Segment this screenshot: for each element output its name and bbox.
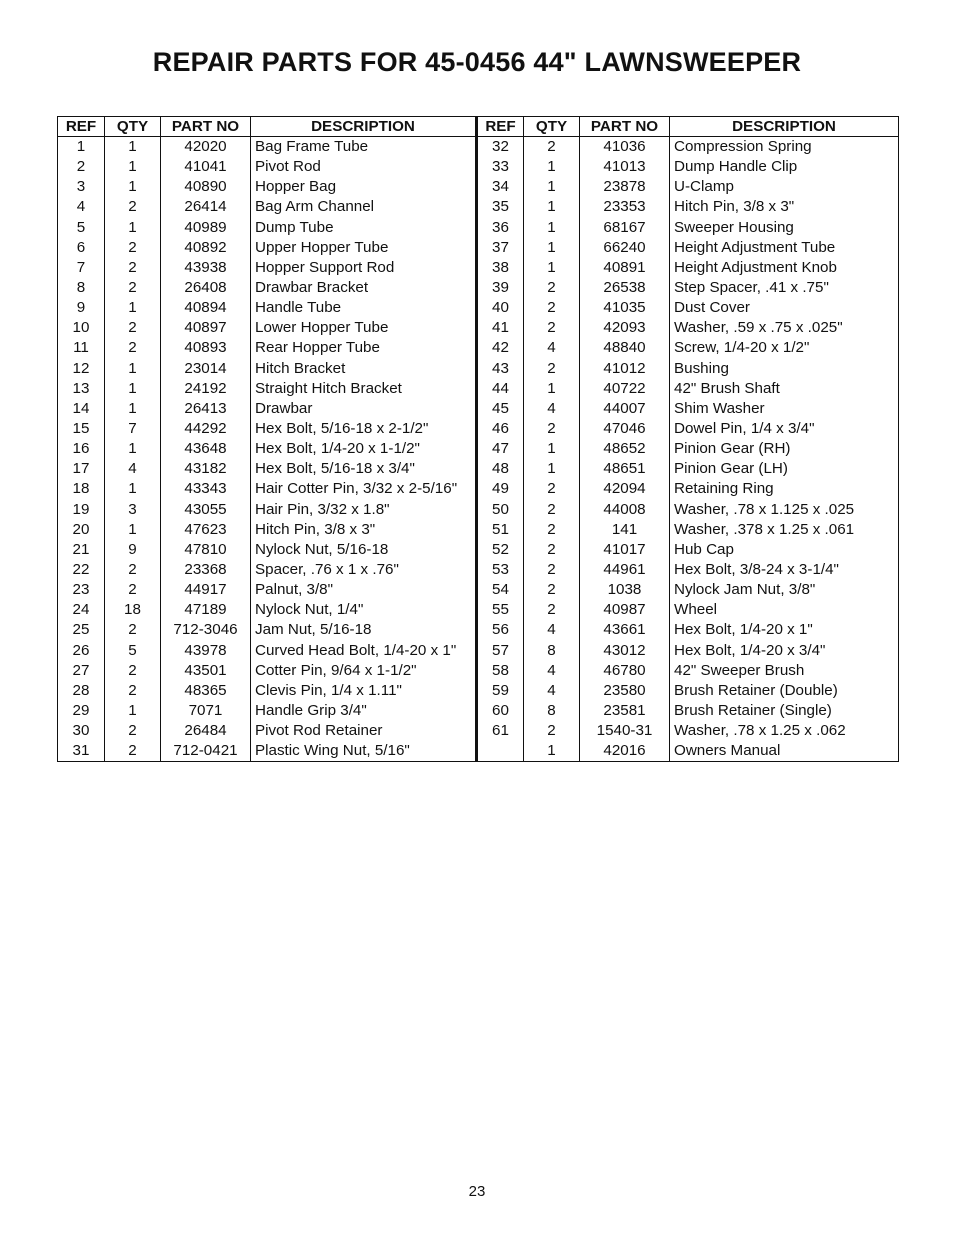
page-title: REPAIR PARTS FOR 45-0456 44" LAWNSWEEPER xyxy=(152,47,802,77)
part-no-cell: 43055 xyxy=(161,500,251,520)
qty-cell: 1 xyxy=(524,197,580,217)
description-cell: Dump Tube xyxy=(251,218,477,238)
table-row xyxy=(58,137,899,158)
part-no-cell: 40894 xyxy=(161,298,251,318)
qty-cell: 2 xyxy=(524,560,580,580)
table-row xyxy=(58,540,899,560)
description-cell: Pivot Rod Retainer xyxy=(251,721,477,741)
description-cell: Brush Retainer (Single) xyxy=(670,701,899,721)
qty-cell: 2 xyxy=(105,278,161,298)
description-cell: Retaining Ring xyxy=(670,479,899,499)
description-cell: Washer, .378 x 1.25 x .061 xyxy=(670,520,899,540)
ref-cell: 28 xyxy=(58,681,105,701)
ref-cell: 29 xyxy=(58,701,105,721)
ref-cell: 31 xyxy=(58,741,105,762)
description-cell: Hex Bolt, 3/8-24 x 3-1/4" xyxy=(670,560,899,580)
part-no-cell: 40893 xyxy=(161,338,251,358)
ref-cell: 26 xyxy=(58,641,105,661)
qty-cell: 1 xyxy=(105,479,161,499)
qty-cell: 2 xyxy=(105,721,161,741)
part-no-cell: 40722 xyxy=(580,379,670,399)
part-no-cell: 44917 xyxy=(161,580,251,600)
qty-cell: 2 xyxy=(105,197,161,217)
part-no-cell: 141 xyxy=(580,520,670,540)
part-no-cell: 48651 xyxy=(580,459,670,479)
ref-cell: 44 xyxy=(477,379,524,399)
qty-cell: 2 xyxy=(105,681,161,701)
ref-cell: 39 xyxy=(477,278,524,298)
table-row xyxy=(58,681,899,701)
part-no-cell: 47189 xyxy=(161,600,251,620)
ref-cell: 9 xyxy=(58,298,105,318)
qty-cell: 2 xyxy=(105,580,161,600)
description-cell: Step Spacer, .41 x .75" xyxy=(670,278,899,298)
qty-cell: 1 xyxy=(105,359,161,379)
ref-cell: 5 xyxy=(58,218,105,238)
page-number: 23 xyxy=(468,1183,486,1200)
description-cell: Wheel xyxy=(670,600,899,620)
col-header-qty: QTY xyxy=(105,117,161,137)
description-cell: Plastic Wing Nut, 5/16" xyxy=(251,741,477,762)
ref-cell: 6 xyxy=(58,238,105,258)
part-no-cell: 40989 xyxy=(161,218,251,238)
ref-cell: 59 xyxy=(477,681,524,701)
description-cell: Drawbar xyxy=(251,399,477,419)
qty-cell: 2 xyxy=(524,419,580,439)
description-cell: Nylock Nut, 5/16-18 xyxy=(251,540,477,560)
table-row xyxy=(58,701,899,721)
description-cell: Dowel Pin, 1/4 x 3/4" xyxy=(670,419,899,439)
table-row xyxy=(58,419,899,439)
qty-cell: 18 xyxy=(105,600,161,620)
part-no-cell: 41017 xyxy=(580,540,670,560)
description-cell: Dump Handle Clip xyxy=(670,157,899,177)
part-no-cell: 48840 xyxy=(580,338,670,358)
ref-cell: 32 xyxy=(477,137,524,158)
part-no-cell: 40890 xyxy=(161,177,251,197)
description-cell: Bushing xyxy=(670,359,899,379)
table-row xyxy=(58,338,899,358)
ref-cell: 46 xyxy=(477,419,524,439)
description-cell: Spacer, .76 x 1 x .76" xyxy=(251,560,477,580)
table-row xyxy=(58,197,899,217)
description-cell: Height Adjustment Tube xyxy=(670,238,899,258)
description-cell: Handle Grip 3/4" xyxy=(251,701,477,721)
part-no-cell: 66240 xyxy=(580,238,670,258)
part-no-cell: 712-3046 xyxy=(161,620,251,640)
description-cell: Handle Tube xyxy=(251,298,477,318)
part-no-cell: 48365 xyxy=(161,681,251,701)
part-no-cell: 47623 xyxy=(161,520,251,540)
description-cell: Dust Cover xyxy=(670,298,899,318)
col-header-ref: REF xyxy=(477,117,524,137)
ref-cell: 22 xyxy=(58,560,105,580)
description-cell: Clevis Pin, 1/4 x 1.11" xyxy=(251,681,477,701)
ref-cell: 38 xyxy=(477,258,524,278)
part-no-cell: 41036 xyxy=(580,137,670,158)
description-cell: 42" Brush Shaft xyxy=(670,379,899,399)
description-cell: Nylock Nut, 1/4" xyxy=(251,600,477,620)
description-cell: Hopper Support Rod xyxy=(251,258,477,278)
description-cell: Sweeper Housing xyxy=(670,218,899,238)
qty-cell: 1 xyxy=(105,399,161,419)
table-row xyxy=(58,721,899,741)
qty-cell: 2 xyxy=(524,721,580,741)
qty-cell: 2 xyxy=(524,278,580,298)
qty-cell: 4 xyxy=(524,399,580,419)
table-row xyxy=(58,580,899,600)
ref-cell: 61 xyxy=(477,721,524,741)
part-no-cell: 26413 xyxy=(161,399,251,419)
qty-cell: 2 xyxy=(524,500,580,520)
qty-cell: 1 xyxy=(524,218,580,238)
description-cell: Pinion Gear (RH) xyxy=(670,439,899,459)
part-no-cell: 23368 xyxy=(161,560,251,580)
table-row xyxy=(58,379,899,399)
ref-cell: 20 xyxy=(58,520,105,540)
ref-cell: 34 xyxy=(477,177,524,197)
qty-cell: 2 xyxy=(524,318,580,338)
ref-cell: 14 xyxy=(58,399,105,419)
ref-cell: 54 xyxy=(477,580,524,600)
part-no-cell: 1038 xyxy=(580,580,670,600)
part-no-cell: 44961 xyxy=(580,560,670,580)
table-row xyxy=(58,500,899,520)
table-row xyxy=(58,741,899,762)
part-no-cell: 26408 xyxy=(161,278,251,298)
ref-cell: 17 xyxy=(58,459,105,479)
ref-cell: 49 xyxy=(477,479,524,499)
part-no-cell: 43938 xyxy=(161,258,251,278)
ref-cell: 50 xyxy=(477,500,524,520)
description-cell: U-Clamp xyxy=(670,177,899,197)
qty-cell: 2 xyxy=(524,359,580,379)
col-header-qty: QTY xyxy=(524,117,580,137)
part-no-cell: 7071 xyxy=(161,701,251,721)
ref-cell: 33 xyxy=(477,157,524,177)
table-row xyxy=(58,661,899,681)
part-no-cell: 40897 xyxy=(161,318,251,338)
qty-cell: 1 xyxy=(524,459,580,479)
part-no-cell: 42016 xyxy=(580,741,670,762)
ref-cell: 18 xyxy=(58,479,105,499)
part-no-cell: 23353 xyxy=(580,197,670,217)
ref-cell: 11 xyxy=(58,338,105,358)
qty-cell: 1 xyxy=(105,701,161,721)
repair-parts-table xyxy=(57,116,899,762)
description-cell: Hub Cap xyxy=(670,540,899,560)
ref-cell: 48 xyxy=(477,459,524,479)
qty-cell: 1 xyxy=(105,177,161,197)
description-cell: Pivot Rod xyxy=(251,157,477,177)
table-row xyxy=(58,258,899,278)
description-cell: Washer, .78 x 1.125 x .025 xyxy=(670,500,899,520)
ref-cell: 37 xyxy=(477,238,524,258)
ref-cell: 7 xyxy=(58,258,105,278)
ref-cell: 3 xyxy=(58,177,105,197)
qty-cell: 1 xyxy=(105,439,161,459)
part-no-cell: 23580 xyxy=(580,681,670,701)
qty-cell: 2 xyxy=(524,540,580,560)
part-no-cell: 68167 xyxy=(580,218,670,238)
ref-cell: 36 xyxy=(477,218,524,238)
description-cell: Hitch Bracket xyxy=(251,359,477,379)
table-row xyxy=(58,641,899,661)
ref-cell: 45 xyxy=(477,399,524,419)
part-no-cell: 41012 xyxy=(580,359,670,379)
description-cell: Cotter Pin, 9/64 x 1-1/2" xyxy=(251,661,477,681)
part-no-cell: 42020 xyxy=(161,137,251,158)
part-no-cell: 44292 xyxy=(161,419,251,439)
ref-cell: 57 xyxy=(477,641,524,661)
part-no-cell: 43501 xyxy=(161,661,251,681)
table-row xyxy=(58,600,899,620)
description-cell: Hex Bolt, 5/16-18 x 3/4" xyxy=(251,459,477,479)
qty-cell: 2 xyxy=(105,741,161,762)
qty-cell: 2 xyxy=(524,520,580,540)
ref-cell xyxy=(477,741,524,762)
part-no-cell: 41013 xyxy=(580,157,670,177)
qty-cell: 4 xyxy=(524,681,580,701)
qty-cell: 9 xyxy=(105,540,161,560)
ref-cell: 25 xyxy=(58,620,105,640)
description-cell: Hex Bolt, 1/4-20 x 3/4" xyxy=(670,641,899,661)
qty-cell: 1 xyxy=(524,741,580,762)
description-cell: Bag Frame Tube xyxy=(251,137,477,158)
qty-cell: 2 xyxy=(524,580,580,600)
ref-cell: 41 xyxy=(477,318,524,338)
part-no-cell: 712-0421 xyxy=(161,741,251,762)
qty-cell: 4 xyxy=(524,338,580,358)
table-row xyxy=(58,399,899,419)
table-row xyxy=(58,520,899,540)
qty-cell: 2 xyxy=(105,338,161,358)
qty-cell: 2 xyxy=(524,298,580,318)
description-cell: Hex Bolt, 5/16-18 x 2-1/2" xyxy=(251,419,477,439)
qty-cell: 8 xyxy=(524,701,580,721)
qty-cell: 1 xyxy=(524,258,580,278)
description-cell: Owners Manual xyxy=(670,741,899,762)
description-cell: Screw, 1/4-20 x 1/2" xyxy=(670,338,899,358)
description-cell: Drawbar Bracket xyxy=(251,278,477,298)
part-no-cell: 41035 xyxy=(580,298,670,318)
part-no-cell: 42094 xyxy=(580,479,670,499)
part-no-cell: 43648 xyxy=(161,439,251,459)
qty-cell: 2 xyxy=(105,661,161,681)
description-cell: Rear Hopper Tube xyxy=(251,338,477,358)
qty-cell: 2 xyxy=(524,479,580,499)
qty-cell: 8 xyxy=(524,641,580,661)
description-cell: Height Adjustment Knob xyxy=(670,258,899,278)
qty-cell: 1 xyxy=(524,379,580,399)
qty-cell: 2 xyxy=(105,258,161,278)
description-cell: Hitch Pin, 3/8 x 3" xyxy=(670,197,899,217)
ref-cell: 56 xyxy=(477,620,524,640)
part-no-cell: 40891 xyxy=(580,258,670,278)
ref-cell: 10 xyxy=(58,318,105,338)
qty-cell: 2 xyxy=(105,238,161,258)
col-header-description: DESCRIPTION xyxy=(251,117,477,137)
ref-cell: 40 xyxy=(477,298,524,318)
ref-cell: 23 xyxy=(58,580,105,600)
col-header-ref: REF xyxy=(58,117,105,137)
ref-cell: 58 xyxy=(477,661,524,681)
part-no-cell: 1540-31 xyxy=(580,721,670,741)
description-cell: Compression Spring xyxy=(670,137,899,158)
qty-cell: 1 xyxy=(105,218,161,238)
table-row xyxy=(58,479,899,499)
ref-cell: 16 xyxy=(58,439,105,459)
qty-cell: 1 xyxy=(524,238,580,258)
description-cell: Curved Head Bolt, 1/4-20 x 1" xyxy=(251,641,477,661)
qty-cell: 3 xyxy=(105,500,161,520)
part-no-cell: 26538 xyxy=(580,278,670,298)
part-no-cell: 46780 xyxy=(580,661,670,681)
description-cell: Palnut, 3/8" xyxy=(251,580,477,600)
ref-cell: 19 xyxy=(58,500,105,520)
table-row xyxy=(58,238,899,258)
qty-cell: 1 xyxy=(105,520,161,540)
ref-cell: 13 xyxy=(58,379,105,399)
description-cell: Hair Pin, 3/32 x 1.8" xyxy=(251,500,477,520)
qty-cell: 1 xyxy=(524,439,580,459)
part-no-cell: 26414 xyxy=(161,197,251,217)
table-row xyxy=(58,298,899,318)
part-no-cell: 44007 xyxy=(580,399,670,419)
ref-cell: 42 xyxy=(477,338,524,358)
ref-cell: 55 xyxy=(477,600,524,620)
description-cell: Lower Hopper Tube xyxy=(251,318,477,338)
ref-cell: 15 xyxy=(58,419,105,439)
ref-cell: 53 xyxy=(477,560,524,580)
table-row xyxy=(58,439,899,459)
qty-cell: 2 xyxy=(524,137,580,158)
part-no-cell: 23014 xyxy=(161,359,251,379)
part-no-cell: 26484 xyxy=(161,721,251,741)
qty-cell: 1 xyxy=(105,157,161,177)
table-row xyxy=(58,560,899,580)
description-cell: Washer, .78 x 1.25 x .062 xyxy=(670,721,899,741)
description-cell: 42" Sweeper Brush xyxy=(670,661,899,681)
ref-cell: 24 xyxy=(58,600,105,620)
description-cell: Hex Bolt, 1/4-20 x 1" xyxy=(670,620,899,640)
description-cell: Pinion Gear (LH) xyxy=(670,459,899,479)
part-no-cell: 40987 xyxy=(580,600,670,620)
qty-cell: 2 xyxy=(105,620,161,640)
qty-cell: 1 xyxy=(105,298,161,318)
qty-cell: 1 xyxy=(524,157,580,177)
part-no-cell: 40892 xyxy=(161,238,251,258)
part-no-cell: 24192 xyxy=(161,379,251,399)
description-cell: Hair Cotter Pin, 3/32 x 2-5/16" xyxy=(251,479,477,499)
part-no-cell: 43012 xyxy=(580,641,670,661)
description-cell: Straight Hitch Bracket xyxy=(251,379,477,399)
part-no-cell: 47810 xyxy=(161,540,251,560)
ref-cell: 30 xyxy=(58,721,105,741)
qty-cell: 2 xyxy=(524,600,580,620)
description-cell: Jam Nut, 5/16-18 xyxy=(251,620,477,640)
table-row xyxy=(58,218,899,238)
description-cell: Hitch Pin, 3/8 x 3" xyxy=(251,520,477,540)
table-row xyxy=(58,157,899,177)
table-row xyxy=(58,359,899,379)
part-no-cell: 43343 xyxy=(161,479,251,499)
description-cell: Hex Bolt, 1/4-20 x 1-1/2" xyxy=(251,439,477,459)
ref-cell: 52 xyxy=(477,540,524,560)
description-cell: Upper Hopper Tube xyxy=(251,238,477,258)
qty-cell: 4 xyxy=(524,620,580,640)
description-cell: Washer, .59 x .75 x .025" xyxy=(670,318,899,338)
part-no-cell: 44008 xyxy=(580,500,670,520)
table-row xyxy=(58,318,899,338)
qty-cell: 5 xyxy=(105,641,161,661)
qty-cell: 7 xyxy=(105,419,161,439)
description-cell: Nylock Jam Nut, 3/8" xyxy=(670,580,899,600)
qty-cell: 1 xyxy=(105,379,161,399)
qty-cell: 4 xyxy=(524,661,580,681)
part-no-cell: 23581 xyxy=(580,701,670,721)
ref-cell: 27 xyxy=(58,661,105,681)
part-no-cell: 43182 xyxy=(161,459,251,479)
part-no-cell: 43661 xyxy=(580,620,670,640)
table-row xyxy=(58,177,899,197)
table-header-row xyxy=(58,117,899,137)
ref-cell: 2 xyxy=(58,157,105,177)
col-header-part-no: PART NO xyxy=(580,117,670,137)
description-cell: Bag Arm Channel xyxy=(251,197,477,217)
table-row xyxy=(58,459,899,479)
description-cell: Hopper Bag xyxy=(251,177,477,197)
description-cell: Brush Retainer (Double) xyxy=(670,681,899,701)
part-no-cell: 42093 xyxy=(580,318,670,338)
qty-cell: 2 xyxy=(105,318,161,338)
ref-cell: 4 xyxy=(58,197,105,217)
ref-cell: 35 xyxy=(477,197,524,217)
part-no-cell: 41041 xyxy=(161,157,251,177)
qty-cell: 4 xyxy=(105,459,161,479)
part-no-cell: 47046 xyxy=(580,419,670,439)
ref-cell: 51 xyxy=(477,520,524,540)
qty-cell: 1 xyxy=(105,137,161,158)
part-no-cell: 43978 xyxy=(161,641,251,661)
ref-cell: 8 xyxy=(58,278,105,298)
table-row xyxy=(58,278,899,298)
part-no-cell: 48652 xyxy=(580,439,670,459)
table-row xyxy=(58,620,899,640)
ref-cell: 43 xyxy=(477,359,524,379)
qty-cell: 2 xyxy=(105,560,161,580)
col-header-description: DESCRIPTION xyxy=(670,117,899,137)
ref-cell: 12 xyxy=(58,359,105,379)
col-header-part-no: PART NO xyxy=(161,117,251,137)
ref-cell: 1 xyxy=(58,137,105,158)
ref-cell: 60 xyxy=(477,701,524,721)
part-no-cell: 23878 xyxy=(580,177,670,197)
ref-cell: 21 xyxy=(58,540,105,560)
description-cell: Shim Washer xyxy=(670,399,899,419)
ref-cell: 47 xyxy=(477,439,524,459)
qty-cell: 1 xyxy=(524,177,580,197)
